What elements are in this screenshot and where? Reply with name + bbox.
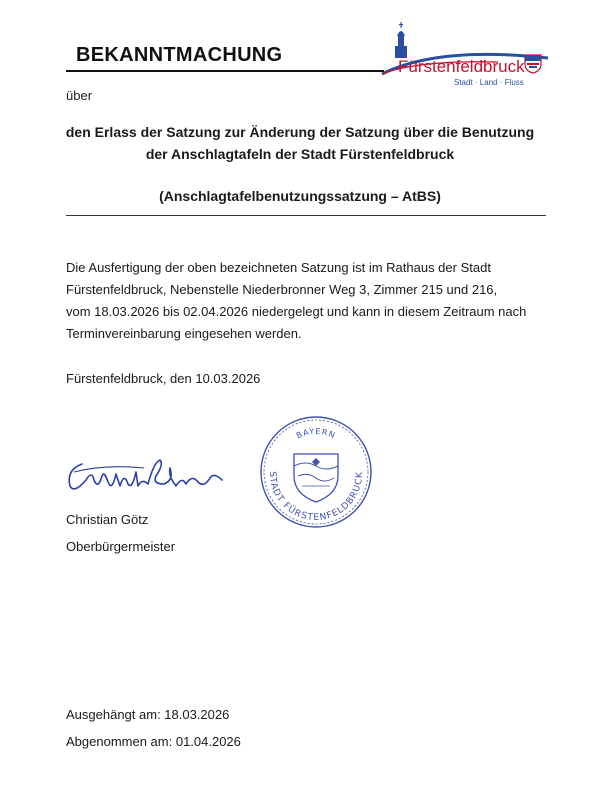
signer-role: Oberbürgermeister [66,539,176,554]
body-line: Terminvereinbarung eingesehen werden. [66,326,302,341]
heading-underline [66,70,384,72]
about-label: über [66,88,93,103]
removed-date: Abgenommen am: 01.04.2026 [66,734,241,749]
coat-of-arms-icon [524,54,542,74]
official-seal [258,414,374,530]
title-line-1: den Erlass der Satzung zur Änderung der Satzung über die Benutzung [65,124,535,140]
title-line-2: der Anschlagtafeln der Stadt Fürstenfeldbruck [145,146,455,162]
handwritten-signature [64,450,244,500]
body-line: vom 18.03.2026 bis 02.04.2026 niedergelegt und kann in diesem Zeitraum nach [66,304,527,319]
place-and-date: Fürstenfeldbruck, den 10.03.2026 [66,371,261,386]
statute-abbreviation: (Anschlagtafelbenutzungssatzung – AtBS) [159,188,441,204]
body-line: Die Ausfertigung der oben bezeichneten Satzung ist im Rathaus der Stadt [66,260,491,275]
logo-tagline: Stadt · Land · Fluss [454,78,524,87]
city-logo [378,22,578,92]
svg-text:STADT FÜRSTENFELDBRUCK: STADT FÜRSTENFELDBRUCK [266,471,366,524]
svg-text:BAYERN: BAYERN [294,426,337,441]
notice-heading: BEKANNTMACHUNG [76,44,283,66]
notice-body [66,257,546,345]
signer-name: Christian Götz [66,512,149,527]
logo-wordmark: Fürstenfeldbruck [398,57,525,76]
posted-date: Ausgehängt am: 18.03.2026 [66,707,230,722]
divider [66,215,546,216]
body-line: Fürstenfeldbruck, Nebenstelle Niederbronner Weg 3, Zimmer 215 und 216, [66,282,498,297]
statute-title [0,121,600,207]
